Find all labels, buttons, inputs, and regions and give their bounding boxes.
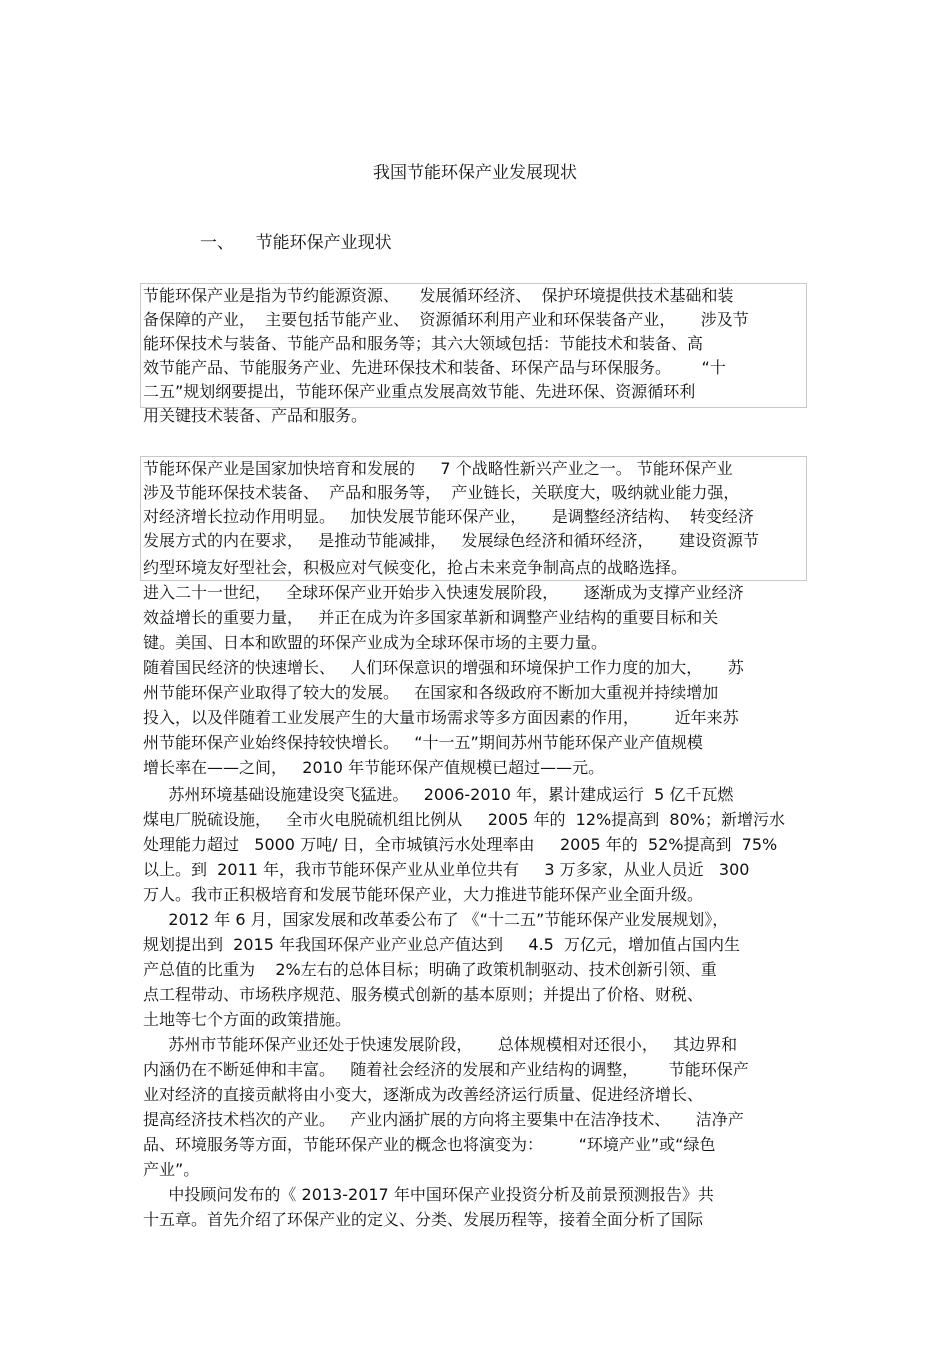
body-line: 州节能环保产业取得了较大的发展。 在国家和各级政府不断加大重视并持续增加	[143, 683, 719, 702]
body-line: 节能环保产业是指为节约能源资源、 发展循环经济、 保护环境提供技术基础和装	[143, 286, 734, 305]
body-line: 效益增长的重要力量， 并正在成为许多国家革新和调整产业结构的重要目标和关	[143, 608, 719, 627]
section-heading: 一、 节能环保产业现状	[200, 233, 392, 253]
body-line: 进入二十一世纪， 全球环保产业开始步入快速发展阶段， 逐渐成为支撑产业经济	[143, 583, 744, 602]
body-line: 对经济增长拉动作用明显。 加快发展节能环保产业， 是调整经济结构、 转变经济	[143, 507, 754, 526]
page-title: 我国节能环保产业发展现状	[373, 163, 577, 183]
body-line: 随着国民经济的快速增长、 人们环保意识的增强和环境保护工作力度的加大， 苏	[143, 658, 744, 677]
body-line: 业对经济的直接贡献将由小变大，逐渐成为改善经济运行质量、促进经济增长、	[143, 1085, 704, 1104]
body-line: 苏州市节能环保产业还处于快速发展阶段， 总体规模相对还很小， 其边界和	[143, 1035, 738, 1054]
body-line: 节能环保产业是国家加快培育和发展的 7 个战略性新兴产业之一。 节能环保产业	[143, 459, 733, 478]
body-line: 苏州环境基础设施建设突飞猛进。 2006-2010 年，累计建成运行 5 亿千瓦燃	[143, 785, 734, 804]
body-line: 中投顾问发布的《 2013-2017 年中国环保产业投资分析及前景预测报告》共	[143, 1185, 714, 1204]
body-line: 增长率在——之间， 2010 年节能环保产值规模已超过——元。	[143, 758, 605, 777]
body-line: 万人。我市正积极培育和发展节能环保产业，大力推进节能环保产业全面升级。	[143, 885, 704, 904]
body-line: 二五”规划纲要提出，节能环保产业重点发展高效节能、先进环保、资源循环利	[143, 382, 696, 401]
body-line: 2012 年 6 月，国家发展和改革委公布了 《“十二五”节能环保产业发展规划》，	[143, 910, 729, 929]
body-line: 土地等七个方面的政策措施。	[143, 1010, 352, 1029]
body-line: 州节能环保产业始终保持较快增长。 “十一五”期间苏州节能环保产业产值规模	[143, 733, 703, 752]
body-line: 提高经济技术档次的产业。 产业内涵扩展的方向将主要集中在洁净技术、 洁净产	[143, 1110, 744, 1129]
body-line: 用关键技术装备、产品和服务。	[143, 406, 368, 425]
body-line: 投入，以及伴随着工业发展产生的大量市场需求等多方面因素的作用， 近年来苏	[143, 708, 739, 727]
body-line: 约型环境友好型社会，积极应对气候变化，抢占未来竞争制高点的战略选择。	[143, 558, 688, 577]
body-line: 效节能产品、节能服务产业、先进环保技术和装备、环保产品与环保服务。 “十	[143, 358, 726, 377]
body-line: 点工程带动、市场秩序规范、服务模式创新的基本原则；并提出了价格、财税、	[143, 985, 704, 1004]
body-line: 备保障的产业， 主要包括节能产业、 资源循环利用产业和环保装备产业， 涉及节	[143, 310, 749, 329]
body-line: 十五章。首先介绍了环保产业的定义、分类、发展历程等，接着全面分析了国际	[143, 1210, 704, 1229]
body-line: 品、环境服务等方面，节能环保产业的概念也将演变为： “环境产业”或“绿色	[143, 1135, 716, 1154]
body-line: 处理能力超过 5000 万吨/ 日，全市城镇污水处理率由 2005 年的 52%提高到 75%	[143, 835, 778, 854]
body-line: 涉及节能环保技术装备、 产品和服务等， 产业链长，关联度大，吸纳就业能力强，	[143, 483, 740, 502]
body-line: 煤电厂脱硫设施， 全市火电脱硫机组比例从 2005 年的 12%提高到 80%；新增污水	[143, 810, 785, 829]
body-line: 以上。到 2011 年，我市节能环保产业从业单位共有 3 万多家，从业人员近 300	[143, 860, 750, 879]
body-line: 规划提出到 2015 年我国环保产业产业总产值达到 4.5 万亿元，增加值占国内生	[143, 935, 741, 954]
body-line: 能环保技术与装备、节能产品和服务等；其六大领域包括：节能技术和装备、高	[143, 334, 704, 353]
body-line: 产业”。	[143, 1160, 200, 1179]
body-line: 产总值的比重为 2%左右的总体目标；明确了政策机制驱动、技术创新引领、重	[143, 960, 717, 979]
body-line: 发展方式的内在要求， 是推动节能减排， 发展绿色经济和循环经济， 建设资源节	[143, 531, 759, 550]
body-line: 键。美国、日本和欧盟的环保产业成为全球环保市场的主要力量。	[143, 633, 608, 652]
body-line: 内涵仍在不断延伸和丰富。 随着社会经济的发展和产业结构的调整， 节能环保产	[143, 1060, 749, 1079]
